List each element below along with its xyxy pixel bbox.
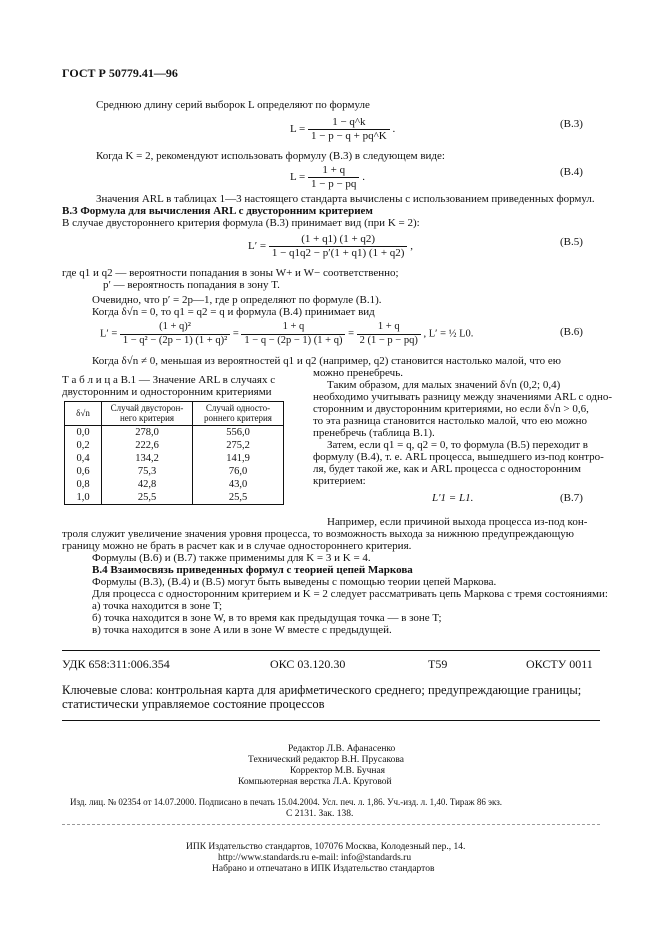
table-row: 0,4 134,2 141,9	[65, 452, 284, 465]
paragraph: Затем, если q1 = q, q2 = 0, то формула (B.5) переходит в	[327, 439, 588, 451]
keywords: статистически управляемое состояние процессов	[62, 697, 325, 711]
paragraph: критерием:	[313, 475, 366, 487]
paragraph: пренебречь (таблица B.1).	[313, 427, 435, 439]
table-header: δ√n	[65, 402, 102, 426]
equation-b3: L = $\frac{1 - q\^{}k}{1 - p - q + pq\^{}K}$ .	[290, 116, 396, 143]
keywords: Ключевые слова: контрольная карта для арифметического среднего; предупреждающие границы;	[62, 683, 582, 697]
equation-b4: L = $\frac{1 + q}{1 - p - pq}$ .	[290, 164, 365, 191]
table-b1	[64, 401, 284, 505]
list-item: б) точка находится в зоне W, в то время как предыдущая точка — в зоне T;	[92, 612, 442, 624]
paragraph: Формулы (B.6) и (B.7) также применимы для K = 3 и K = 4.	[92, 552, 371, 564]
equation-tag: (B.3)	[560, 118, 583, 130]
publish-info: Изд. лиц. № 02354 от 14.07.2000. Подписано в печать 15.04.2004. Усл. печ. л. 1,86. Уч.-изд. л. 1,40. Тираж 86 экз.	[70, 797, 503, 807]
table-caption: двусторонним и односторонним критериями	[62, 386, 272, 398]
paragraph: формулу (B.4), т. е. ARL процесса, вышедшего из-под контро-	[313, 451, 604, 463]
section-heading-b4: B.4 Взаимосвязь приведенных формул с теорией цепей Маркова	[92, 564, 413, 576]
paragraph: границу можно не брать в расчет как и в случае одностороннего критерия.	[62, 540, 412, 552]
paragraph: Когда δ√n = 0, то q1 = q2 = q и формула (B.4) принимает вид	[92, 306, 375, 318]
paragraph: Таким образом, для малых значений δ√n (0,2; 0,4)	[327, 379, 561, 391]
paragraph: сторонним и двусторонним критериями, но если δ√n > 0,6,	[313, 403, 589, 415]
table-row: 0,2 222,6 275,2	[65, 439, 284, 452]
document-header: ГОСТ Р 50779.41—96	[62, 66, 178, 80]
paragraph: Когда K = 2, рекомендуют использовать формулу (B.3) в следующем виде:	[96, 150, 445, 162]
t-code: T59	[428, 657, 448, 671]
table-row: 1,0 25,5 25,5	[65, 491, 284, 505]
paragraph: то эта разница становится настолько малой, что ею можно	[313, 415, 587, 427]
publisher-line: Набрано и отпечатано в ИПК Издательство стандартов	[212, 864, 435, 874]
equation-b5: L′ = $\frac{(1 + q1) (1 + q2)}{1 - q1q2 - p'(1 + q1) (1 + q2)}$ ,	[248, 233, 413, 260]
divider	[62, 650, 600, 651]
table-caption: Т а б л и ц а B.1 — Значение ARL в случаях с	[62, 374, 276, 386]
paragraph: Когда δ√n ≠ 0, меньшая из вероятностей q1 и q2 (например, q2) становится настолько малой, что ею	[92, 355, 561, 367]
table-header: Случай односто- роннего критерия	[193, 402, 284, 426]
credit-line: Редактор Л.В. Афанасенко	[288, 744, 396, 754]
divider	[62, 824, 600, 825]
paragraph: В случае двустороннего критерия формула (B.3) принимает вид (при K = 2):	[62, 217, 420, 229]
credit-line: Компьютерная верстка Л.А. Круговой	[238, 777, 392, 787]
paragraph: Значения ARL в таблицах 1—3 настоящего стандарта вычислены с использованием приведенных формул.	[96, 193, 595, 205]
equation-b7: L′1 = L1.	[432, 492, 474, 504]
udk-code: УДК 658:311:006.354	[62, 657, 170, 671]
list-item: в) точка находится в зоне A или в зоне W вместе с предыдущей.	[92, 624, 392, 636]
paragraph: Среднюю длину серий выборок L определяют по формуле	[96, 99, 370, 111]
publisher-line: http://www.standards.ru e-mail: info@standards.ru	[218, 853, 412, 863]
equation-tag: (B.4)	[560, 166, 583, 178]
list-item: а) точка находится в зоне T;	[92, 600, 223, 612]
paragraph: ля, будет такой же, как и ARL процесса с односторонним	[313, 463, 581, 475]
okstu-code: ОКСТУ 0011	[526, 657, 593, 671]
equation-b6: L′ = $\frac{\text{(1 + q)²}}{\text{1 − q² − (2p − 1) (1 + q)²}}$ = $\frac{1 + q}{1 - q - (2p - 1) (1 + q)}$ = $\frac{1 + q}{2 (1 - p - pq)}$ , L′ = ½ L0.	[100, 321, 474, 346]
section-heading-b3: B.3 Формула для вычисления ARL с двусторонним критерием	[62, 205, 373, 217]
paragraph: p′ — вероятность попадания в зону T.	[103, 279, 280, 291]
paragraph: Для процесса с односторонним критерием и K = 2 следует рассматривать цепь Маркова с тремя состояниями:	[92, 588, 608, 600]
paragraph: Например, если причиной выхода процесса из-под кон-	[327, 516, 588, 528]
paragraph: Формулы (B.3), (B.4) и (B.5) могут быть выведены с помощью теории цепей Маркова.	[92, 576, 497, 588]
table-row: 0,6 75,3 76,0	[65, 465, 284, 478]
paragraph: Очевидно, что p′ = 2p—1, где p определяют по формуле (B.1).	[92, 294, 382, 306]
paragraph: где q1 и q2 — вероятности попадания в зоны W+ и W− соответственно;	[62, 267, 399, 279]
credit-line: Корректор М.В. Бучная	[290, 766, 386, 776]
publisher-line: ИПК Издательство стандартов, 107076 Москва, Колодезный пер., 14.	[186, 842, 466, 852]
publish-info: С 2131. Зак. 138.	[286, 809, 354, 819]
oks-code: ОКС 03.120.30	[270, 657, 346, 671]
paragraph: троля служит увеличение значения уровня процесса, то возможность выхода за нижнюю предупреждающую	[62, 528, 574, 540]
paragraph: можно пренебречь.	[313, 367, 403, 379]
table-header: Случай двусторон- него критерия	[102, 402, 193, 426]
table-row: 0,0 278,0 556,0	[65, 425, 284, 439]
paragraph: необходимо учитывать разницу между значениями ARL с одно-	[313, 391, 612, 403]
equation-tag: (B.7)	[560, 492, 583, 504]
divider	[62, 720, 600, 721]
equation-tag: (B.6)	[560, 326, 583, 338]
equation-tag: (B.5)	[560, 236, 583, 248]
table-row: 0,8 42,8 43,0	[65, 478, 284, 491]
credit-line: Технический редактор В.Н. Прусакова	[248, 755, 404, 765]
